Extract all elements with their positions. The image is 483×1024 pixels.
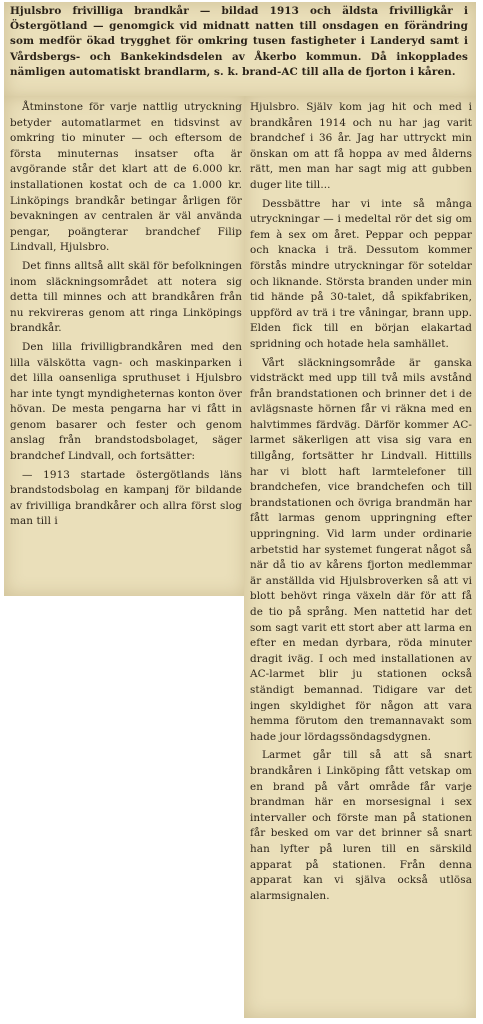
paragraph: Vårt släckningsområde är ganska vidsträckt med upp till två mils avstånd från brandstationen och brinner det i de avlägsnaste hörnen får vi räkna med en halvtimmes färdväg. Därför kommer AC-larmet säkerligen att visa sig vara en tillgång, fortsätter hr Lindvall. Hittills har vi blott haft larmtelefoner till brandchefen, vice brandchefen och till brandstationen och övriga brandmän har fått larmas genom uppringning efter uppringning. Vid larm under ordinarie arbetstid har systemet fungerat något så när då tio av kårens fjorton medlemmar är anställda vid Hjulsbroverken så att vi blott behövt ringa växeln där för att få de tio på språng. Men nattetid har det som sagt varit ett stort aber att larma en efter en medan dyrbara, röda minuter dragit iväg. I och med installationen av AC-larmet blir ju stationen också ständigt bemannad. Tidigare var det ingen skyldighet för någon att vara hemma förutom den tremannavakt som hade jour lördagssöndagsdygnen. bbox=[250, 356, 472, 743]
paragraph: Larmet går till så att så snart brandkåren i Linköping fått vetskap om en brand på vårt område får varje brandman här en morsesignal i sex intervaller och förste man på stationen får besked om var det brinner så snart han lyfter på luren till en särskild apparat på stationen. Från denna apparat kan vi själva också utlösa alarmsignalen. bbox=[250, 749, 472, 902]
article-right-column bbox=[250, 100, 472, 907]
paragraph: — 1913 startade östergötlands läns brandstodsbolag en kampanj för bildande av frivilliga brandkårer och allra först slog man till i bbox=[10, 468, 242, 528]
paragraph: Det finns alltså allt skäl för befolkningen inom släckningsområdet att notera sig detta till minnes och att brandkåren från nu rekvireras genom att ringa Linköpings brandkår. bbox=[10, 259, 242, 335]
article-left-column bbox=[10, 100, 242, 533]
paragraph: Den lilla frivilligbrandkåren med den lilla välskötta vagn- och maskinparken i det lilla oansenliga spruthuset i Hjulsbro har inte tyngt myndigheternas konton över hövan. De mesta pengarna har vi fått in genom basarer och fester och genom anslag från brandstodsbolaget, säger brandchef Lindvall, och fortsätter: bbox=[10, 340, 242, 463]
paragraph: Dessbättre har vi inte så många utryckningar — i medeltal rör det sig om fem à sex om året. Peppar och peppar och knacka i trä. Dessutom kommer förstås mindre utryckningar för soteldar och liknande. Största branden under min tid hände på 30-talet, då spikfabriken, uppförd av trä i tre våningar, brann upp. Elden fick till en början elakartad spridning och hotade hela samhället. bbox=[250, 197, 472, 350]
headline-text: Hjulsbro frivilliga brandkår — bildad 1913 och äldsta frivilligkår i Östergötland — genomgick vid midnatt natten till onsdagen en förändring som medför ökad trygghet för omkring tusen fastigheter i Landeryd samt i Vårdsbergs- och Bankekindsdelen av Åkerbo kommun. Då inkopplades nämligen automatiskt brandlarm, s. k. brand-AC till alla de fjorton i kåren. bbox=[10, 5, 468, 78]
paragraph: Åtminstone för varje nattlig utryckning betyder automatlarmet en tidsvinst av omkring tio minuter — och eftersom de första minuternas insatser ofta är avgörande står det klart att de 6.000 kr. installationen kostat och de ca 1.000 kr. Linköpings brandkår betingar årligen för bevakningen av centralen är väl använda pengar, poängterar brandchef Filip Lindvall, Hjulsbro. bbox=[10, 101, 242, 254]
paragraph: Hjulsbro. Själv kom jag hit och med i brandkåren 1914 och nu har jag varit brandchef i 36 år. Jag har uttryckt min önskan om att få hoppa av med ålderns rätt, men man har sagt mig att gubben duger lite till... bbox=[250, 101, 472, 191]
article-headline bbox=[10, 4, 468, 80]
